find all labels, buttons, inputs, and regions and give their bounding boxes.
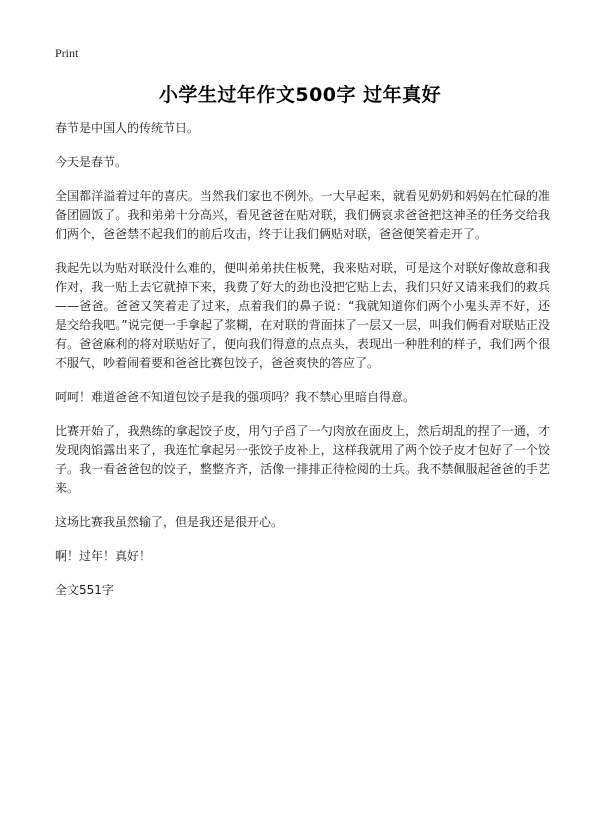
paragraph-7: 这场比赛我虽然输了，但是我还是很开心。: [55, 515, 284, 529]
paragraph-6: 比赛开始了，我熟练的拿起饺子皮，用勺子舀了一勺肉放在面皮上，然后胡乱的捏了一通，才发现肉馅露出来了，我连忙拿起另一张饺子皮补上，这样我就用了两个饺子皮才包好了一个饺子。我一看爸爸包的饺子，整整齐齐，活像一排排正待检阅的士兵。我不禁佩服起爸爸的手艺来。: [55, 424, 550, 495]
paragraph-5: 呵呵！难道爸爸不知道包饺子是我的强项吗？我不禁心里暗自得意。: [55, 390, 416, 404]
paragraph-3: 全国都洋溢着过年的喜庆。当然我们家也不例外。一大早起来，就看见奶奶和妈妈在忙碌的准备团圆饭了。我和弟弟十分高兴，看见爸爸在贴对联，我们俩哀求爸爸把这神圣的任务交给我们两个，爸爸禁不起我们的前后攻击，终于让我们俩贴对联，爸爸便笑着走开了。: [55, 189, 550, 241]
paragraph-2: 今天是春节。: [55, 155, 128, 169]
word-count: 全文551字: [55, 583, 114, 597]
print-link[interactable]: Print: [55, 46, 79, 60]
paragraph-1: 春节是中国人的传统节日。: [55, 121, 200, 135]
paragraph-4: 我起先以为贴对联没什么难的，便叫弟弟扶住板凳，我来贴对联，可是这个对联好像故意和我作对，我一贴上去它就掉下来，我费了好大的劲也没把它贴上去，我们只好又请来我们的救兵——爸爸。爸爸又笑着走了过来，点着我们的鼻子说：“我就知道你们两个小鬼头弄不好，还是交给我吧。”说完便一手拿起了浆糊，在对联的背面抹了一层又一层，叫我们俩看对联贴正没有。爸爸麻利的将对联贴好了，便向我们得意的点点头，表现出一种胜利的样子，我们两个很不服气，吵着闹着要和爸爸比赛包饺子，爸爸爽快的答应了。: [55, 261, 550, 370]
article-title: 小学生过年作文500字 过年真好: [158, 84, 442, 106]
article-body: [55, 119, 550, 615]
paragraph-8: 啊！过年！真好！: [55, 549, 152, 563]
